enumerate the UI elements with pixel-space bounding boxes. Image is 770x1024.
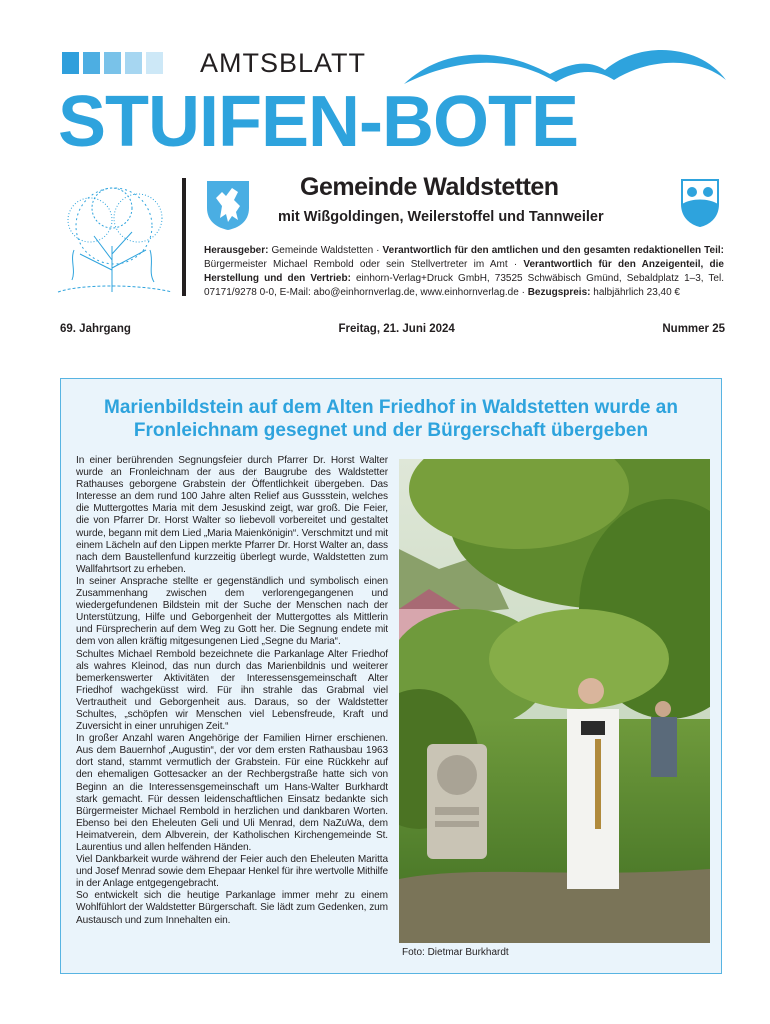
issue-number: Nummer 25	[662, 323, 725, 335]
municipality-subtitle: mit Wißgoldingen, Weilerstoffel und Tannweiler	[278, 209, 604, 225]
municipal-crest-icon	[680, 178, 720, 228]
article-paragraph: In seiner Ansprache stellte er gegenständlich und symbolisch einen Zusammenhang zwischen dem verlorengegangenen und wiedergefundenen Bildstein mit der Suche der Menschen nach der Unterstützung, Hilfe und Geborgenheit der Muttergottes als Mittlerin und Fürsprecherin auf dem Weg zu Gott her. Die Segnung endete mit dem von allen kräftig mitgesungenen Lied „Segne du Maria“.	[76, 575, 388, 648]
issue-info-row	[60, 323, 725, 335]
article-paragraph: In einer berührenden Segnungsfeier durch Pfarrer Dr. Horst Walter wurde an Fronleichnam der aus der Baugrube des Waldstetter Rathauses geborgene Grabstein der Öffentlichkeit übergeben. Das Interesse an dem rund 100 Jahre alten Relief aus Gussstein, welches die Muttergottes Maria mit dem Jesuskind zeigt, war groß. Die Feier, die von Pfarrer Dr. Horst Walter so liebevoll vorbereitet und gestaltet wurde, begann mit dem Lied „Maria Maienkönigin“. Verschmitzt und mit einem Lächeln auf den Lippen merkte Pfarrer Dr. Horst Walter an, dass nach dem Baustellenfund kurzzeitig überlegt wurde, Waldstetten zum Wallfahrtsort zu erheben.	[76, 455, 388, 575]
issue-date: Freitag, 21. Juni 2024	[338, 323, 455, 335]
masthead-kicker: AMTSBLATT	[200, 48, 367, 78]
masthead-square	[104, 52, 121, 74]
article-headline: Marienbildstein auf dem Alten Friedhof in Waldstetten wurde an Fronleichnam gesegnet und der Bürgerschaft übergeben	[104, 397, 678, 441]
imprint-label-ads: Verantwortlich für den Anzeigenteil, die Herstellung und den Vertrieb:	[204, 259, 724, 284]
article-paragraph: In großer Anzahl waren Angehörige der Familien Hirner erschienen. Aus dem Bauernhof „Augustin“, der vor dem ersten Rathausbau 1963 dort stand, stammt vermutlich der Grabstein. Für eine Rückkehr auf den ehemaligen Gottesacker an der Rechbergstraße hatte sich von Beginn an die Interessensgemeinschaft um Hans-Walter Burkhardt stark gemacht. Für dessen leidenschaftlichen Einsatz bedankte sich Bürgermeister Michael Rembold in herzlichen und dankbaren Worten. Ebenso bei den Eheleuten Geli und Uli Menrad, dem NaZuWa, dem Heimatverein, dem Albverein, der Katholischen Kirchengemeinde St. Laurentius und allen helfenden Händen.	[76, 733, 388, 853]
imprint-text-ads: einhorn-Verlag+Druck GmbH, 73525 Schwäbisch Gmünd, Sebaldplatz 1–3, Tel. 07171/9278 0-0, E-Mail: abo@einhornverlag.de, www.einhornverlag.de ·	[204, 273, 724, 298]
issue-volume: 69. Jahrgang	[60, 323, 131, 335]
imprint-text-publisher: Gemeinde Waldstetten ·	[268, 245, 383, 256]
imprint-text-editorial: Bürgermeister Michael Rembold oder sein Stellvertreter im Amt ·	[204, 259, 524, 270]
article-paragraph: So entwickelt sich die heutige Parkanlage immer mehr zu einem Wohlfühlort der Waldstetter Bürgerschaft. Sie lädt zum Gedenken, zum Austausch und zum Innehalten ein.	[76, 890, 388, 926]
lion-crest-icon	[204, 178, 252, 232]
imprint-label-publisher: Herausgeber:	[204, 245, 269, 256]
masthead-square	[146, 52, 163, 74]
masthead-squares	[62, 52, 163, 74]
municipality-name: Gemeinde Waldstetten	[300, 173, 559, 201]
imprint-label-editorial: Verantwortlich für den amtlichen und den gesamten redaktionellen Teil:	[382, 245, 724, 256]
tree-illustration-icon	[50, 180, 178, 298]
article-paragraph: Viel Dankbarkeit wurde während der Feier auch den Eheleuten Maritta und Josef Menrad sowie dem Ehepaar Henkel für ihre wertvolle Mithilfe in der Anlage entgegengebracht.	[76, 854, 388, 890]
masthead-square	[125, 52, 142, 74]
imprint	[204, 244, 724, 300]
imprint-text-price: halbjährlich 23,40 €	[590, 287, 680, 298]
masthead-square	[62, 52, 79, 74]
masthead-divider	[182, 178, 186, 296]
newspaper-title: STUIFEN-BOTE	[58, 82, 578, 162]
article-body	[76, 455, 388, 927]
park-ceremony-photo-icon	[399, 459, 710, 943]
photo-caption: Foto: Dietmar Burkhardt	[402, 947, 509, 958]
article-photo	[399, 459, 710, 943]
article-paragraph: Schultes Michael Rembold bezeichnete die Parkanlage Alter Friedhof als wahres Kleinod, das nun durch das Marienbildnis und weiterer bemerkenswerter Aktivitäten der Interessensgemeinschaft Alter Friedhof wachgeküsst wird. Für ihn strahle das Grabmal viel Vertrautheit und Geborgenheit aus. Daraus, so der Waldstetter Schultes, „schöpfen wir Menschen viel Lebensfreude, Kraft und Zuversicht in einer unruhigen Zeit.“	[76, 648, 388, 733]
masthead-square	[83, 52, 100, 74]
imprint-label-price: Bezugspreis:	[527, 287, 591, 298]
